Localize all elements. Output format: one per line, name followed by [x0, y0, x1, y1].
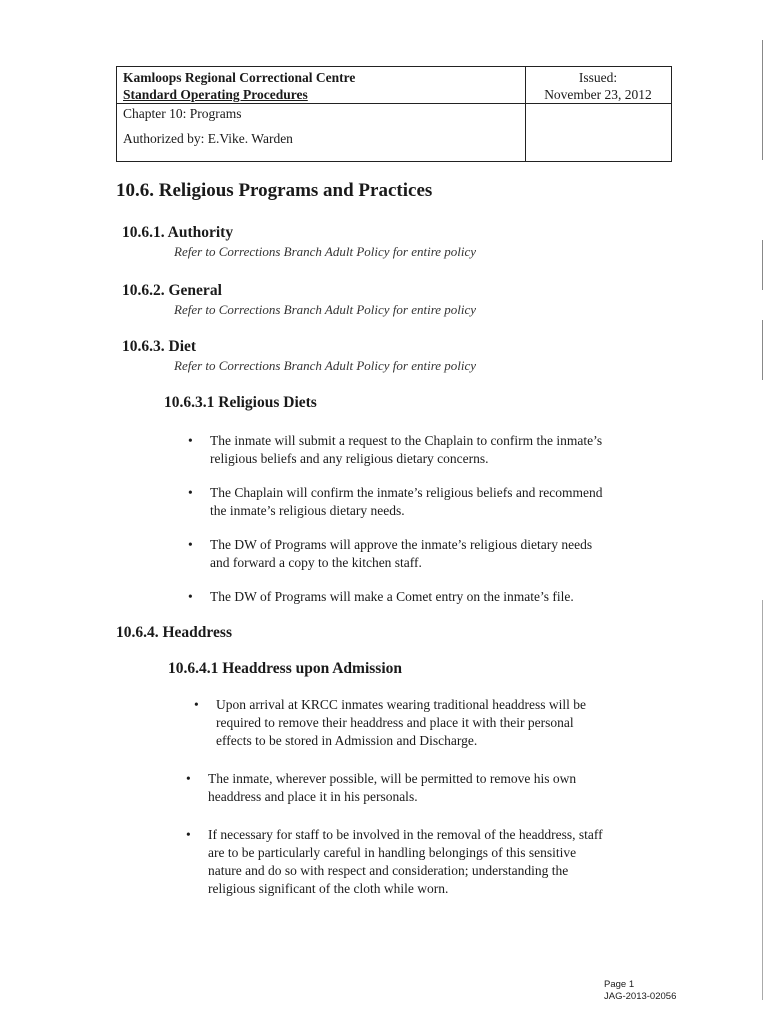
policy-reference: Refer to Corrections Branch Adult Policy for entire policy [174, 244, 477, 259]
subsection-heading-headdress-admission: 10.6.4.1 Headdress upon Admission [168, 660, 402, 677]
subsection-heading-religious-diets: 10.6.3.1 Religious Diets [164, 394, 317, 411]
document-id: JAG-2013-02056 [604, 991, 677, 1002]
list-item [188, 536, 593, 572]
list-item-line: religious significant of the cloth while worn. [208, 881, 449, 896]
list-item-line: the inmate’s religious dietary needs. [210, 503, 405, 518]
issued-block [525, 69, 671, 103]
bullet-icon: • [188, 537, 193, 552]
organization-name [123, 69, 355, 103]
bullet-icon: • [188, 485, 193, 500]
org-line-1: Kamloops Regional Correctional Centre [123, 70, 356, 85]
list-item-line: religious beliefs and any religious dietary concerns. [210, 451, 489, 466]
policy-reference: Refer to Corrections Branch Adult Policy for entire policy [174, 358, 477, 373]
section-heading-headdress: 10.6.4. Headdress [116, 624, 232, 641]
list-item-line: effects to be stored in Admission and Discharge. [216, 733, 478, 748]
issued-date: November 23, 2012 [544, 87, 652, 102]
page-number: Page 1 [604, 979, 635, 990]
list-item-line: The Chaplain will confirm the inmate’s religious beliefs and recommend [210, 485, 603, 500]
policy-reference: Refer to Corrections Branch Adult Policy for entire policy [174, 302, 477, 317]
header-box [116, 66, 672, 162]
list-item [188, 484, 603, 520]
list-item [194, 696, 587, 750]
bullet-icon: • [186, 827, 191, 842]
list-item-line: nature and do so with respect and consideration; understanding the [208, 863, 569, 878]
chapter-label: Chapter 10: Programs [123, 106, 242, 121]
bullet-icon: • [186, 771, 191, 786]
bullet-icon: • [188, 589, 193, 604]
list-item-line: The inmate will submit a request to the Chaplain to confirm the inmate’s [210, 433, 603, 448]
scan-edge-mark [762, 40, 763, 160]
section-heading-diet: 10.6.3. Diet [122, 338, 197, 355]
page-title: 10.6. Religious Programs and Practices [116, 180, 433, 201]
section-heading-general: 10.6.2. General [122, 282, 222, 299]
list-item-line: The DW of Programs will make a Comet entry on the inmate’s file. [210, 589, 574, 604]
issued-label: Issued: [578, 70, 618, 85]
list-item-line: required to remove their headdress and place it with their personal [216, 715, 574, 730]
list-item-line: Upon arrival at KRCC inmates wearing traditional headdress will be [216, 697, 587, 712]
list-item-line: The DW of Programs will approve the inmate’s religious dietary needs [210, 537, 593, 552]
list-item-line: are to be particularly careful in handling belongings of this sensitive [208, 845, 577, 860]
list-item-line: headdress and place it in his personals. [208, 789, 418, 804]
section-heading-authority: 10.6.1. Authority [122, 224, 234, 241]
bullet-icon: • [188, 433, 193, 448]
list-item-line: The inmate, wherever possible, will be permitted to remove his own [208, 771, 577, 786]
list-item [188, 588, 574, 606]
list-item-line: If necessary for staff to be involved in the removal of the headdress, staff [208, 827, 603, 842]
page-footer [604, 979, 676, 1003]
org-line-2: Standard Operating Procedures [123, 87, 308, 102]
list-item [186, 770, 577, 806]
list-item [186, 826, 603, 898]
list-item-line: and forward a copy to the kitchen staff. [210, 555, 422, 570]
authorized-by: Authorized by: E.Vike. Warden [123, 131, 293, 146]
scan-edge-mark [762, 320, 763, 380]
header-divider-horizontal [117, 103, 671, 104]
bullet-icon: • [194, 697, 199, 712]
scan-edge-mark [762, 600, 763, 1000]
list-item [188, 432, 603, 468]
scan-edge-mark [762, 240, 763, 290]
